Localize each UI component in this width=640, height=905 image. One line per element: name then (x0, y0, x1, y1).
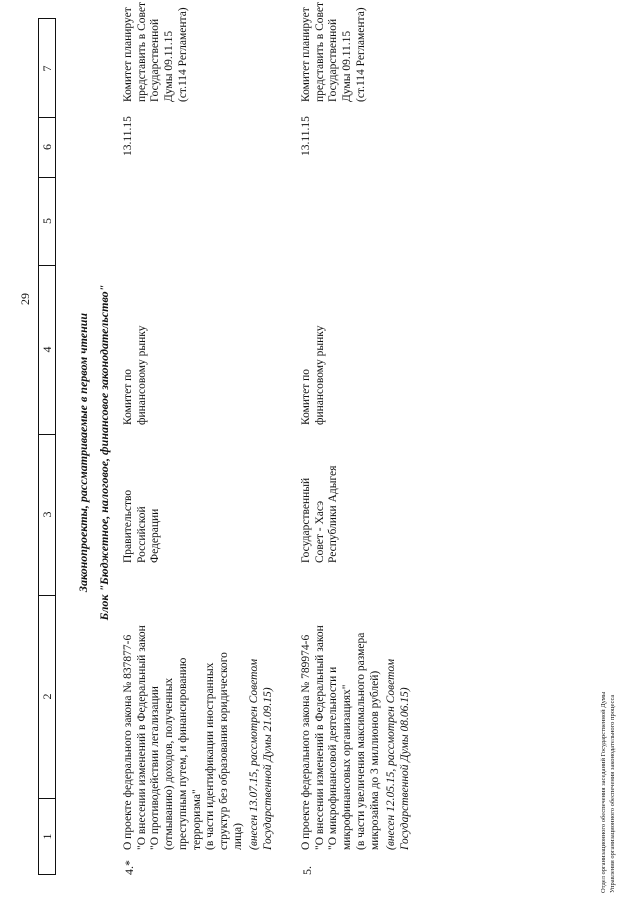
footer-department: Отдел организационного обеспечения заседаний Государственной Думы Управления организационного обеспечения законодательного процесса (600, 691, 616, 893)
consideration-date: 13.11.15 (122, 116, 134, 156)
bill-note: (внесен 13.07.15, рассмотрен Советом Государственной Думы 21.09.15) (248, 658, 274, 850)
column-number: 7 (39, 20, 55, 118)
column-number: 2 (39, 595, 55, 799)
row-number: 5. (300, 866, 314, 875)
responsible-committee: Комитет по финансовому рынку (300, 325, 326, 425)
column-number: 5 (39, 177, 55, 266)
column-number: 4 (39, 265, 55, 435)
consideration-date: 13.11.15 (300, 116, 312, 156)
bill-title: О проекте федерального закона № 789974-6 "О внесении изменений в Федеральный закон "О микрофинансовой деятельности и микрофинансовых организациях" (в части увеличения максимального размера микрозайма до 3 миллионов рублей) (300, 625, 381, 850)
remark: Комитет планирует представить в Совет Государственной Думы 09.11.15 (ст.114 Регламента) (300, 1, 367, 102)
section-title: Законопроекты, рассматриваемые в первом чтении (76, 312, 90, 593)
bill-note: (внесен 12.05.15, рассмотрен Советом Государственной Думы 08.06.15) (385, 658, 411, 850)
bill-title: О проекте федерального закона № 837877-6 "О внесении изменений в Федеральный закон "О противодействии легализации (отмыванию) доходов, полученных преступным путем, и финансированию терроризма" (в части идентификации иностранных структур без образования юридического лица) (122, 625, 244, 850)
responsible-committee: Комитет по финансовому рынку (122, 325, 148, 425)
column-number: 3 (39, 434, 55, 596)
remark: Комитет планирует представить в Совет Государственной Думы 09.11.15 (ст.114 Регламента) (122, 1, 189, 102)
column-number: 6 (39, 117, 55, 178)
row-number: 4.* (122, 860, 136, 875)
bill-author: Государственный Совет - Хасэ Республики Адыгея (300, 465, 340, 563)
bill-author: Правительство Российской Федерации (122, 489, 162, 563)
column-number: 1 (40, 833, 54, 840)
block-title: Блок "Бюджетное, налоговое, финансовое законодательство" (97, 284, 111, 621)
column-number-header (38, 18, 56, 875)
page-number: 29 (18, 293, 32, 305)
